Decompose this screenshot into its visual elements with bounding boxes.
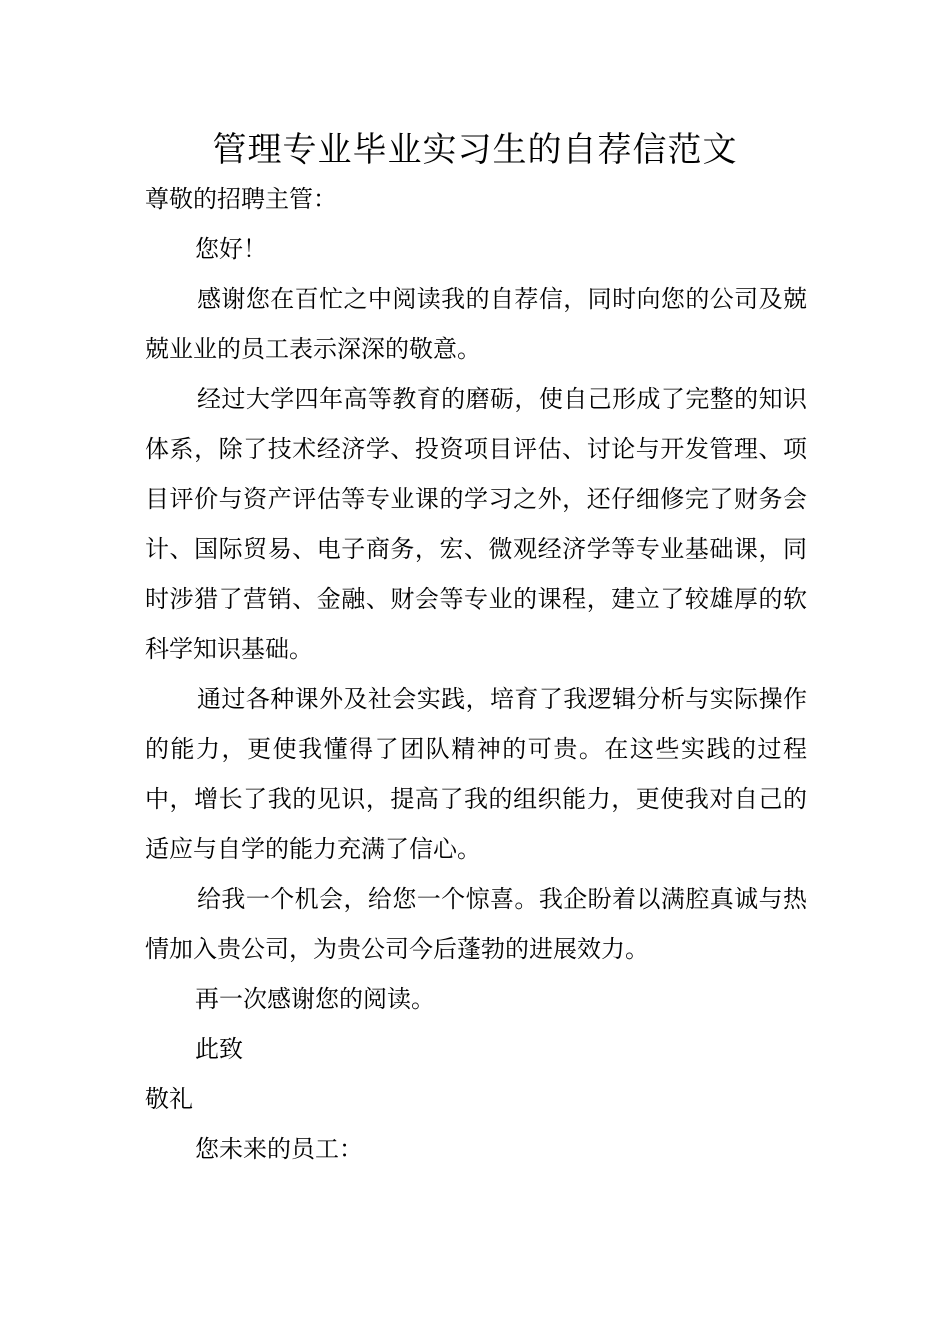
greeting: 您好！ — [195, 235, 267, 263]
letter-body — [145, 174, 807, 1174]
paragraph-thanks: 感谢您在百忙之中阅读我的自荐信，同时向您的公司及兢兢业业的员工表示深深的敬意。 — [145, 285, 807, 363]
paragraph-practice: 通过各种课外及社会实践，培育了我逻辑分析与实际操作的能力，更使我懂得了团队精神的可贵。在这些实践的过程中，增长了我的见识，提高了我的组织能力，更使我对自己的适应与自学的能力充满了信心。 — [145, 685, 807, 863]
regards: 敬礼 — [145, 1085, 193, 1113]
signature: 您未来的员工： — [195, 1135, 363, 1163]
salutation: 尊敬的招聘主管： — [145, 185, 337, 213]
paragraph-thanks-again: 再一次感谢您的阅读。 — [195, 985, 435, 1013]
paragraph-education: 经过大学四年高等教育的磨砺，使自己形成了完整的知识体系，除了技术经济学、投资项目评估、讨论与开发管理、项目评价与资产评估等专业课的学习之外，还仔细修完了财务会计、国际贸易、电子商务，宏、微观经济学等专业基础课，同时涉猎了营销、金融、财会等专业的课程，建立了较雄厚的软科学知识基础。 — [145, 385, 807, 663]
document-title: 管理专业毕业实习生的自荐信范文 — [212, 130, 738, 170]
paragraph-opportunity: 给我一个机会，给您一个惊喜。我企盼着以满腔真诚与热情加入贵公司，为贵公司今后蓬勃的进展效力。 — [145, 885, 807, 963]
closing: 此致 — [195, 1035, 243, 1063]
